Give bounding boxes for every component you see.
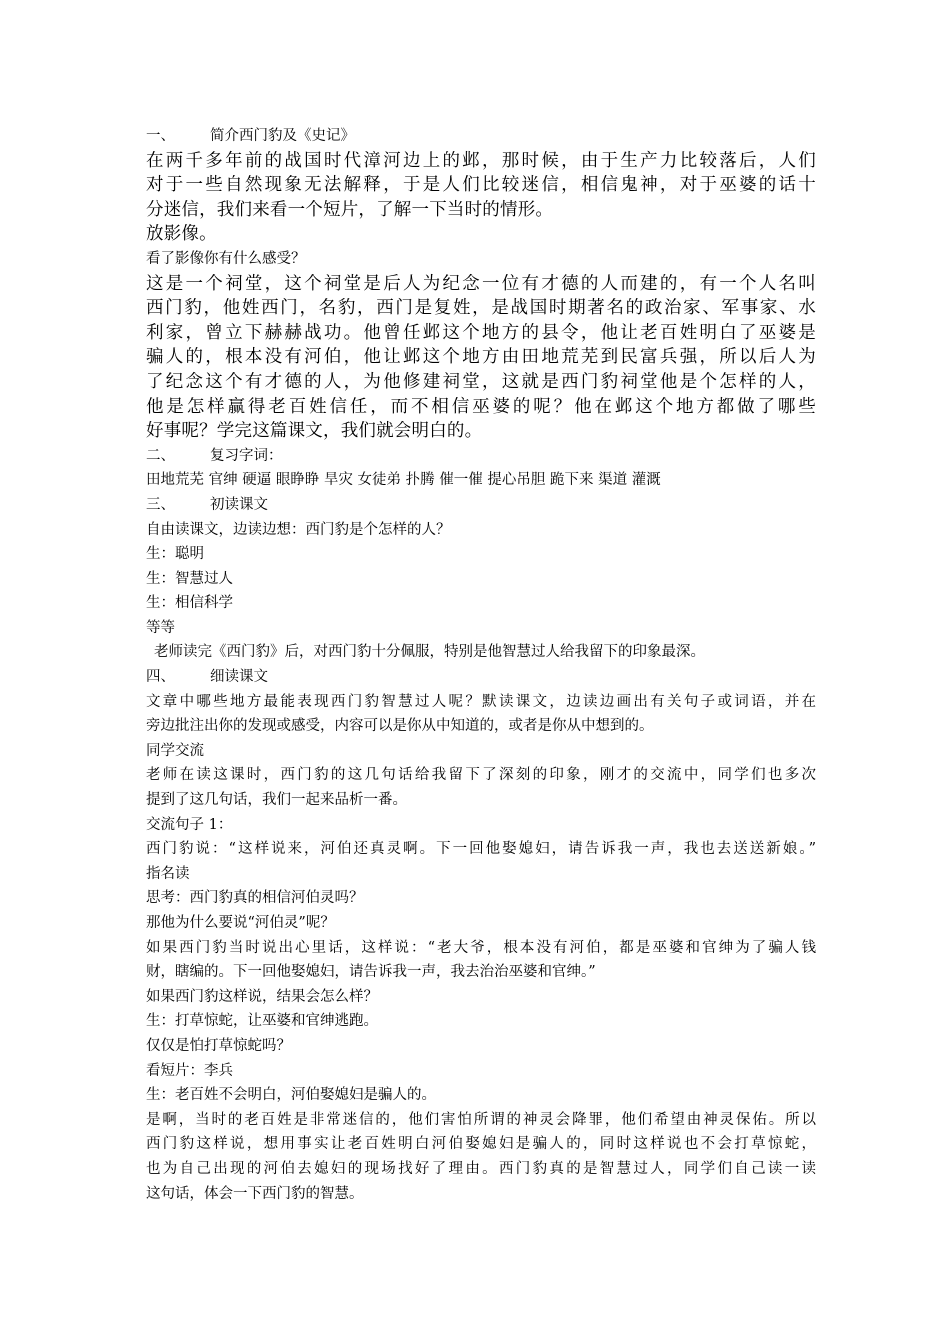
paragraph-line: 也为自己出现的河伯去媳妇的现场找好了理由。西门豹真的是智慧过人，同学们自己读一读 [146, 1160, 816, 1177]
paragraph-line: 老师读完《西门豹》后，对西门豹十分佩服，特别是他智慧过人给我留下的印象最深。 [154, 644, 705, 661]
section-heading [146, 124, 816, 149]
section-heading [146, 444, 816, 469]
paragraph-line: 在两千多年前的战国时代漳河边上的邺，那时候，由于生产力比较落后，人们 [146, 150, 816, 171]
paragraph-line: 是啊，当时的老百姓是非常迷信的，他们害怕所谓的神灵会降罪，他们希望由神灵保佑。所以 [146, 1111, 816, 1128]
paragraph-line: 老师在读这课时，西门豹的这几句话给我留下了深刻的印象，刚才的交流中，同学们也多次 [146, 767, 816, 784]
section-title: 初读课文 [210, 496, 268, 513]
paragraph-line: 等等 [146, 619, 175, 636]
paragraph-line: 仅仅是怕打草惊蛇吗？ [146, 1037, 291, 1054]
paragraph-line: 生：老百姓不会明白，河伯娶媳妇是骗人的。 [146, 1087, 436, 1104]
paragraph-line: 这句话，体会一下西门豹的智慧。 [146, 1185, 364, 1202]
paragraph-line: 田地荒芜 官绅 硬逼 眼睁睁 旱灾 女徒弟 扑腾 催一催 提心吊胆 跪下来 渠道 灌溉 [146, 472, 661, 489]
paragraph-line: 自由读课文，边读边想：西门豹是个怎样的人？ [146, 521, 451, 538]
paragraph-line: 利家，曾立下赫赫战功。他曾任邺这个地方的县令，他让老百姓明白了巫婆是 [146, 322, 816, 343]
paragraph-line: 思考：西门豹真的相信河伯灵吗？ [146, 890, 364, 907]
paragraph-line: 看了影像你有什么感受？ [146, 250, 306, 267]
section-heading [146, 493, 816, 518]
section-number: 三、 [146, 496, 175, 513]
paragraph-line: 指名读 [146, 865, 190, 882]
paragraph-line: 生：智慧过人 [146, 570, 233, 587]
paragraph-line: 同学交流 [146, 742, 204, 759]
section-title: 复习字词： [210, 447, 283, 464]
paragraph-line: 分迷信，我们来看一个短片，了解一下当时的情形。 [146, 199, 554, 220]
paragraph-line: 西门豹，他姓西门，名豹，西门是复姓，是战国时期著名的政治家、军事家、水 [146, 298, 816, 319]
paragraph-line: 骗人的，根本没有河伯，他让邺这个地方由田地荒芜到民富兵强，所以后人为 [146, 347, 816, 368]
paragraph-line: 了纪念这个有才德的人，为他修建祠堂，这就是西门豹祠堂他是个怎样的人， [146, 371, 816, 392]
paragraph-line: 他是怎样赢得老百姓信任，而不相信巫婆的呢？他在邺这个地方都做了哪些 [146, 396, 816, 417]
section-title: 简介西门豹及《史记》 [210, 128, 355, 144]
paragraph-line: 这是一个祠堂，这个祠堂是后人为纪念一位有才德的人而建的，有一个人名叫 [146, 273, 816, 294]
paragraph-line: 生：相信科学 [146, 595, 233, 612]
paragraph-line: 生：聪明 [146, 546, 204, 563]
paragraph-line: 旁边批注出你的发现或感受，内容可以是你从中知道的，或者是你从中想到的。 [146, 718, 654, 735]
section-title: 细读课文 [210, 669, 268, 686]
paragraph-line: 生：打草惊蛇，让巫婆和官绅逃跑。 [146, 1013, 378, 1030]
section-number: 二、 [146, 447, 175, 464]
paragraph-line: 看短片：李兵 [146, 1062, 233, 1079]
paragraph-line: 对于一些自然现象无法解释，于是人们比较迷信，相信鬼神，对于巫婆的话十 [146, 175, 816, 196]
paragraph-line: 放影像。 [146, 224, 217, 245]
section-number: 四、 [146, 669, 175, 686]
paragraph-line: 如果西门豹这样说，结果会怎么样？ [146, 988, 378, 1005]
paragraph-line: 交流句子 1： [146, 816, 233, 833]
paragraph-line: 西门豹说：“这样说来，河伯还真灵啊。下一回他娶媳妇，请告诉我一声，我也去送送新娘。” [146, 841, 816, 858]
paragraph-line: 西门豹这样说，想用事实让老百姓明白河伯娶媳妇是骗人的，同时这样说也不会打草惊蛇， [146, 1136, 816, 1153]
document-body [146, 124, 816, 1206]
paragraph-line: 如果西门豹当时说出心里话，这样说：“老大爷，根本没有河伯，都是巫婆和官绅为了骗人钱 [146, 939, 816, 956]
paragraph-line: 财，瞎编的。下一回他娶媳妇，请告诉我一声，我去治治巫婆和官绅。” [146, 964, 596, 981]
section-number: 一、 [146, 128, 175, 144]
paragraph-line: 那他为什么要说“河伯灵”呢？ [146, 915, 335, 931]
paragraph-line: 文章中哪些地方最能表现西门豹智慧过人呢？默读课文，边读边画出有关句子或词语，并在 [146, 693, 816, 710]
paragraph-line: 好事呢？学完这篇课文，我们就会明白的。 [146, 421, 483, 442]
section-heading [146, 665, 816, 690]
paragraph-line: 提到了这几句话，我们一起来品析一番。 [146, 792, 407, 809]
